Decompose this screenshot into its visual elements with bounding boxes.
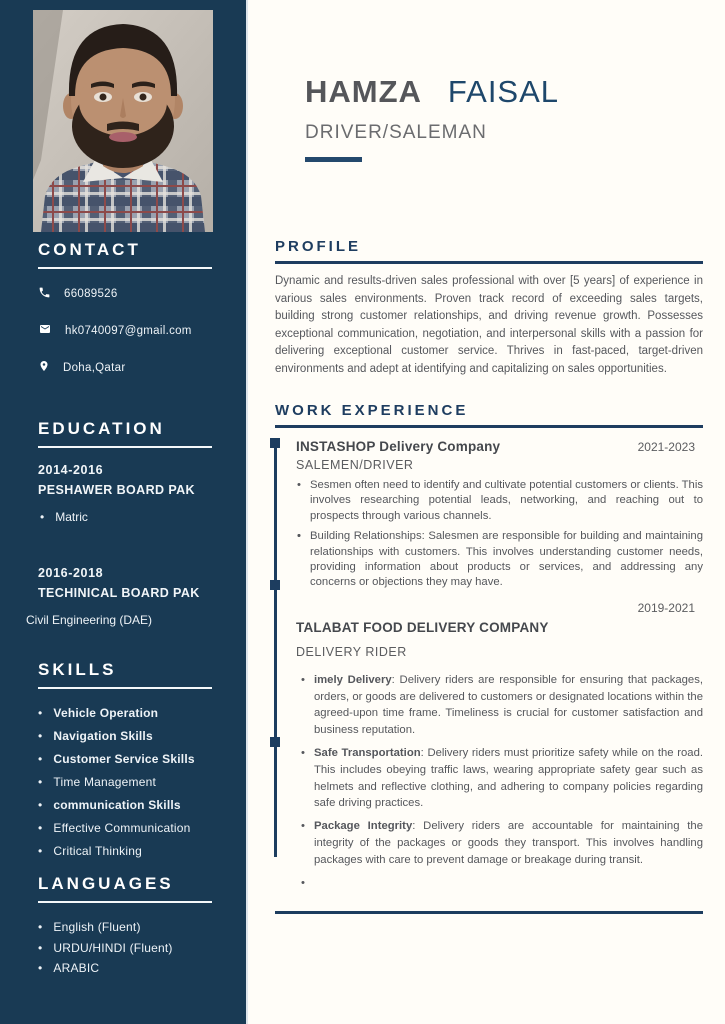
bullet-dot: • — [38, 821, 43, 835]
languages-divider — [38, 901, 212, 903]
languages-list — [38, 920, 212, 975]
languages-section — [38, 874, 212, 982]
job-entry-talabat — [296, 601, 703, 869]
page-job-title: DRIVER/SALEMAN — [305, 122, 487, 143]
education-detail-text: Matric — [55, 510, 88, 524]
language-label: URDU/HINDI (Fluent) — [53, 940, 173, 955]
skills-section — [38, 660, 212, 867]
education-divider — [38, 446, 212, 448]
skill-label: Vehicle Operation — [53, 706, 159, 720]
job-bullet — [300, 672, 703, 739]
contact-item-location — [38, 359, 212, 376]
education-years: 2016-2018 — [38, 566, 104, 580]
bullet-dot: • — [40, 510, 45, 524]
language-item — [38, 961, 212, 975]
skills-list — [38, 706, 212, 858]
skill-item — [38, 844, 212, 858]
timeline-marker — [270, 737, 280, 747]
bullet-lead: Package Integrity — [314, 820, 413, 833]
bullet-dot: • — [38, 775, 43, 789]
skill-label: Critical Thinking — [53, 844, 142, 858]
skill-item — [38, 798, 212, 812]
main-column — [275, 0, 703, 914]
profile-section — [275, 238, 703, 378]
education-detail-text: Civil Engineering (DAE) — [26, 613, 153, 627]
bullet-dot: • — [38, 729, 43, 743]
job-entry-instashop — [296, 439, 703, 591]
bullet-lead: Safe Transportation — [314, 747, 421, 760]
contact-list — [38, 286, 212, 376]
bullet-dot: • — [38, 752, 43, 766]
bullet-dot: • — [38, 706, 43, 720]
email-address: hk0740097@gmail.com — [65, 324, 192, 337]
job-bullet — [300, 745, 703, 812]
timeline-line — [274, 440, 277, 857]
job-bullets — [296, 478, 703, 591]
job-bullet — [296, 478, 703, 524]
education-school: TECHINICAL BOARD PAK — [38, 586, 200, 600]
company-name: INSTASHOP Delivery Company — [296, 439, 501, 454]
profile-heading: PROFILE — [275, 238, 362, 255]
contact-item-email — [38, 323, 212, 338]
job-bullets — [296, 672, 703, 869]
language-item — [38, 920, 212, 934]
skills-divider — [38, 687, 212, 689]
language-label: English (Fluent) — [53, 920, 141, 934]
work-experience-heading: WORK EXPERIENCE — [275, 402, 469, 419]
contact-heading: CONTACT — [38, 240, 141, 259]
bullet-dot: • — [38, 920, 43, 934]
bullet-text: : Delivery riders must prioritize safety while on the road. This includes obeying traffic laws, wearing appropriate safety gear such as helmets and reflective clothing, and adhering to company policies regarding safe driving practices. — [314, 747, 703, 810]
bottom-divider — [275, 911, 703, 914]
sidebar — [0, 0, 248, 1024]
education-years: 2014-2016 — [38, 463, 104, 477]
contact-divider — [38, 267, 212, 269]
portrait-illustration — [33, 10, 213, 232]
languages-heading: LANGUAGES — [38, 874, 174, 893]
job-dates: 2021-2023 — [637, 440, 695, 454]
job-bullet — [296, 529, 703, 591]
company-name: TALABAT FOOD DELIVERY COMPANY — [296, 619, 549, 635]
bullet-text: Sesmen often need to identify and cultivate potential customers or clients. This involves researching potential leads, networking, and reaching out to prospects through various channels. — [310, 479, 703, 522]
title-accent-bar — [305, 157, 362, 162]
education-section — [26, 419, 212, 627]
skill-label: Customer Service Skills — [53, 752, 195, 766]
skill-label: Time Management — [53, 775, 157, 789]
skill-item — [38, 752, 212, 766]
profile-divider — [275, 261, 703, 264]
education-entry — [38, 463, 212, 524]
job-header — [296, 439, 703, 454]
profile-text: Dynamic and results-driven sales professional with over [5 years] of experience in various sales environments. Proven track record of exceeding sales targets, building strong customer relationships, and driving revenue growth. Possesses exceptional communication, negotiation, and interpersonal skills with a passion for delivering exceptional customer service. Thrives in fast-paced, target-driven environments and adept at identifying and capitalizing on sales opportunities. — [275, 275, 703, 375]
skills-heading: SKILLS — [38, 660, 117, 679]
skill-label: Navigation Skills — [53, 729, 153, 743]
job-role: DELIVERY RIDER — [296, 644, 407, 659]
bullet-dot: • — [38, 961, 43, 975]
education-detail — [38, 510, 212, 524]
education-entry — [26, 566, 212, 627]
timeline-marker — [270, 580, 280, 590]
education-heading: EDUCATION — [38, 419, 165, 438]
timeline-marker — [270, 438, 280, 448]
skill-label: communication Skills — [53, 798, 181, 812]
job-bullet — [300, 818, 703, 868]
bullet-text: : Delivery riders are accountable for maintaining the integrity of the packages or goods they transport. This involves handling packages with care to prevent damage or breakage during transit. — [314, 820, 703, 866]
phone-icon — [38, 286, 51, 302]
contact-item-phone — [38, 286, 212, 302]
bullet-text: : Delivery riders are responsible for ensuring that packages, orders, or goods are delivered to customers or designated locations within the agreed-upon time frame. Timeliness is crucial for customer satisfaction and business reputation. — [314, 673, 703, 737]
job-role: SALEMEN/DRIVER — [296, 458, 414, 472]
location-pin-icon — [38, 359, 50, 376]
name-block — [305, 76, 703, 107]
language-label: ARABIC — [53, 961, 100, 975]
skill-item — [38, 821, 212, 835]
skill-item — [38, 775, 212, 789]
skill-item — [38, 706, 212, 720]
work-experience-section — [275, 402, 703, 914]
profile-photo — [33, 10, 213, 232]
first-name: HAMZA — [305, 74, 422, 109]
skill-label: Effective Communication — [53, 821, 191, 835]
bullet-dot: • — [38, 798, 43, 812]
phone-number: 66089526 — [64, 288, 118, 300]
contact-section — [38, 240, 212, 397]
skill-item — [38, 729, 212, 743]
envelope-icon — [38, 323, 52, 338]
location-text: Doha,Qatar — [63, 361, 126, 374]
bullet-lead: imely Delivery — [314, 673, 392, 686]
job-dates: 2019-2021 — [637, 600, 695, 615]
bullet-dot: • — [38, 844, 43, 858]
work-experience-divider — [275, 425, 703, 428]
education-school: PESHAWER BOARD PAK — [38, 483, 195, 497]
bullet-text: Building Relationships: Salesmen are responsible for building and maintaining relationships with customers. This involves understanding customer needs, providing information about products or services, and addressing any concerns or objections they may have. — [310, 530, 703, 589]
last-name: FAISAL — [447, 74, 560, 109]
language-item — [38, 941, 212, 955]
bullet-dot: • — [38, 940, 43, 955]
